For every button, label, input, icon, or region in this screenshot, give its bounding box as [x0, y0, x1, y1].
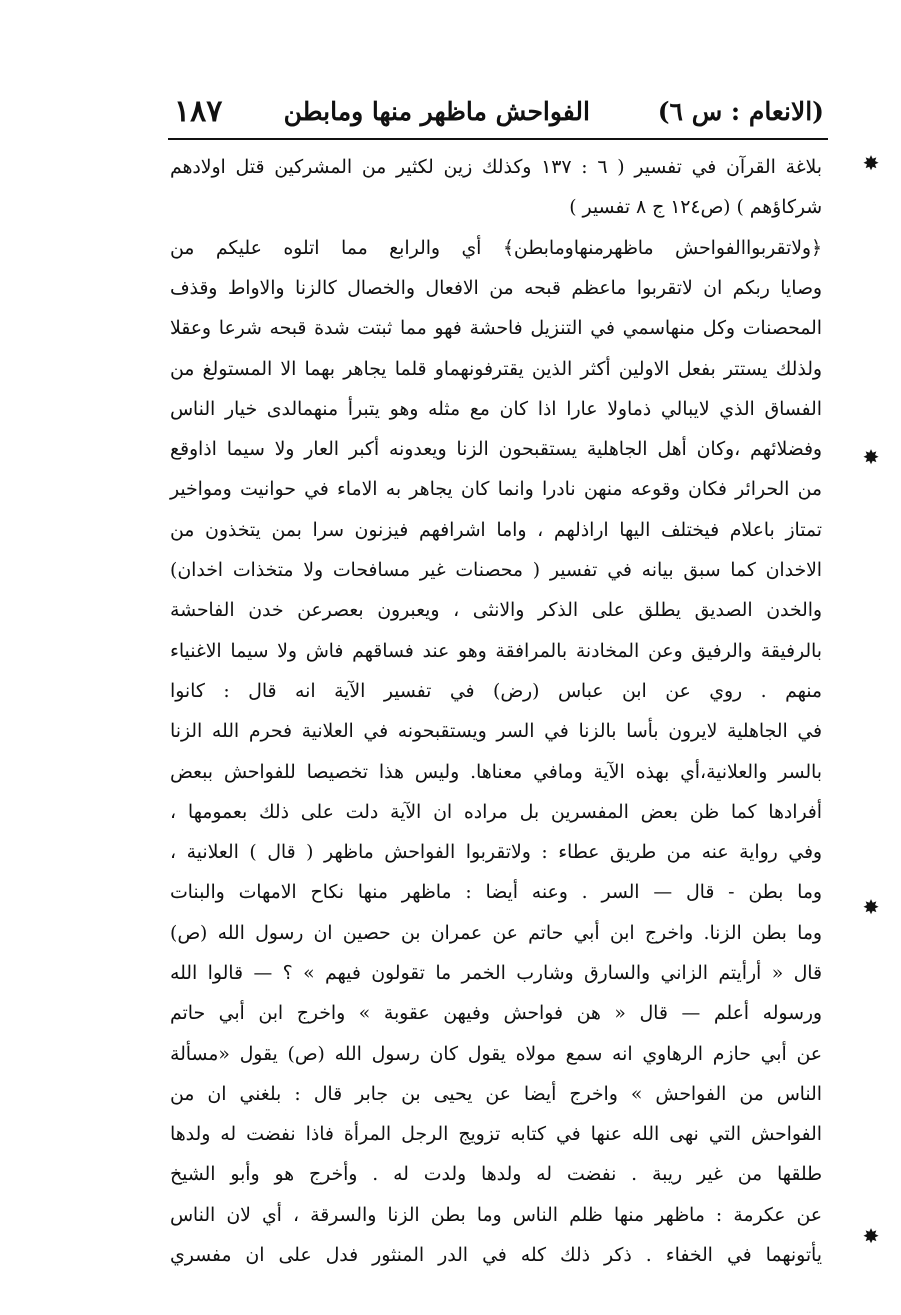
- text-line: في الجاهلية لايرون بأسا بالزنا في السر ويستقبحونه في العلانية فحرم الله الزنا: [170, 721, 822, 742]
- text-line: قال « أرأيتم الزاني والسارق وشارب الخمر ما تقولون فيهم » ؟ — قالوا الله: [170, 963, 822, 984]
- section-title: الفواحش ماظهر منها ومابطن: [283, 97, 590, 126]
- text-line: أفرادها كما ظن بعض المفسرين بل مراده ان الآية دلت على ذلك بعمومها ،: [170, 802, 822, 823]
- text-line: الناس من الفواحش » واخرج أيضا عن يحيى بن جابر قال : بلغني ان من: [170, 1084, 822, 1105]
- text-line: من الحرائر فكان وقوعه منهن نادرا وانما كان يجاهر به الاماء في حوانيت ومواخير: [170, 479, 822, 500]
- text-line: وما بطن الزنا. واخرج ابن أبي حاتم عن عمران بن حصين ان رسول الله (ص): [170, 923, 822, 944]
- text-line: طلقها من غير ريبة . نفضت له ولدها ولدت له . وأخرج هو وأبو الشيخ: [170, 1164, 822, 1185]
- text-line: المحصنات وكل منهاسمي في التنزيل فاحشة فهو مما ثبتت شدة قبحه شرعا وعقلا: [170, 318, 822, 339]
- text-line: شركاؤهم ) (ص١٢٤ ج ٨ تفسير ): [569, 197, 822, 218]
- text-line: ولذلك يستتر بفعل الاولين أكثر الذين يقترفونهماو قلما يجاهر بهما الا المستولغ من: [170, 359, 822, 380]
- surah-reference: (الانعام : س ٦): [657, 97, 824, 126]
- star-ornament-icon: ✸: [862, 445, 880, 469]
- text-line: بلاغة القرآن في تفسير ( ٦ : ١٣٧ وكذلك زين لكثير من المشركين قتل اولادهم: [170, 157, 822, 178]
- text-line: وفي رواية عنه من طريق عطاء : ولاتقربوا الفواحش ماظهر ( قال ) العلانية ،: [170, 842, 822, 863]
- text-line: ورسوله أعلم — قال « هن فواحش وفيهن عقوبة » واخرج ابن أبي حاتم: [170, 1003, 822, 1024]
- star-ornament-icon: ✸: [862, 895, 880, 919]
- text-line: بالسر والعلانية،أي بهذه الآية ومافي معناها. وليس هذا تخصيصا للفواحش ببعض: [170, 762, 822, 783]
- text-line: عن أبي حازم الرهاوي انه سمع مولاه يقول كان رسول الله (ص) يقول «مسألة: [170, 1044, 822, 1065]
- running-header: [168, 90, 828, 140]
- text-line: تمتاز باعلام فيختلف اليها اراذلهم ، واما اشرافهم فيزنون سرا بمن يتخذون من: [170, 520, 822, 541]
- text-line: يأتونهما في الخفاء . ذكر ذلك كله في الدر المنثور فدل على ان مفسري: [170, 1245, 822, 1266]
- star-ornament-icon: ✸: [862, 1224, 880, 1248]
- text-line: عن عكرمة : ماظهر منها ظلم الناس وما بطن الزنا والسرقة ، أي لان الناس: [170, 1205, 822, 1226]
- text-line: الاخدان كما سبق بيانه في تفسير ( محصنات غير مسافحات ولا متخذات اخدان): [170, 560, 822, 581]
- star-ornament-icon: ✸: [862, 151, 880, 175]
- text-line: بالرفيقة والرفيق وعن المخادنة بالمرافقة وهو عند فساقهم فاش ولا سيما الاغنياء: [170, 641, 822, 662]
- text-line: وفضلائهم ،وكان أهل الجاهلية يستقبحون الزنا ويعدونه أكبر العار ولا سيما اذاوقع: [170, 439, 822, 460]
- text-line: الفواحش التي نهى الله عنها في كتابه تزويج الرجل المرأة فاذا نفضت له ولدها: [170, 1124, 822, 1145]
- text-line: ﴿ولاتقربواالفواحش ماظهرمنهاومابطن﴾ أي والرابع مما اتلوه عليكم من: [170, 238, 822, 259]
- text-line: الفساق الذي لايبالي ذماولا عارا اذا كان مع مثله وهو يتبرأ منهمالدى خيار الناس: [170, 399, 822, 420]
- text-line: وصايا ربكم ان لاتقربوا ماعظم قبحه من الافعال والخصال كالزنا والاواط وقذف: [170, 278, 822, 299]
- page-number: ١٨٧: [174, 94, 223, 129]
- text-line: منهم . روي عن ابن عباس (رض) في تفسير الآية انه قال : كانوا: [170, 681, 822, 702]
- text-line: والخدن الصديق يطلق على الذكر والانثى ، ويعبرون بعصرعن خدن الفاحشة: [170, 600, 822, 621]
- text-line: وما بطن - قال — السر . وعنه أيضا : ماظهر منها نكاح الامهات والبنات: [170, 882, 822, 903]
